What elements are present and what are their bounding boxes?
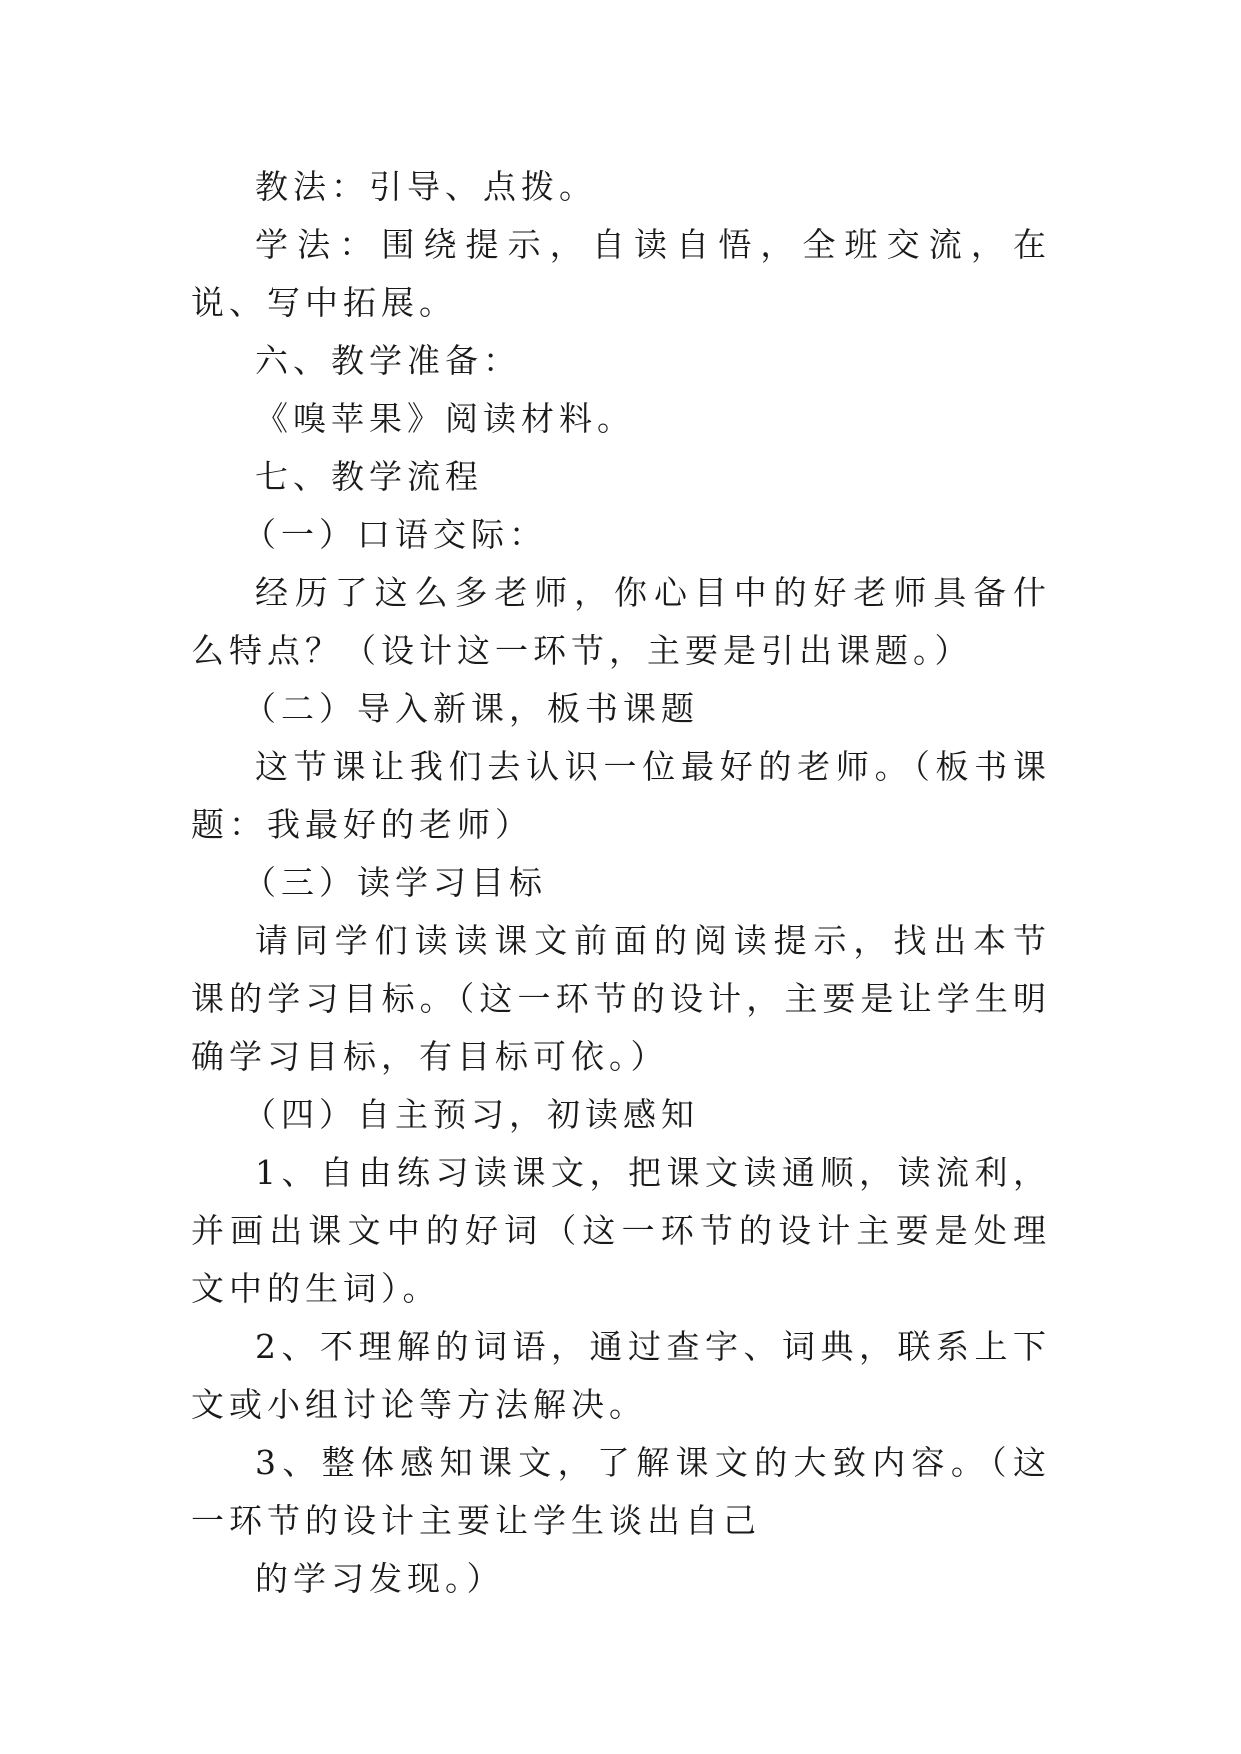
paragraph-teaching-method: 教法：引导、点拨。 xyxy=(255,167,597,206)
heading-oral-communication: （一）口语交际： xyxy=(243,515,547,554)
paragraph-read-objectives: 请同学们读读课文前面的阅读提示，找出本节课的学习目标。（这一环节的设计，主要是让学生明确学习目标，有目标可依。） xyxy=(191,921,1051,1076)
heading-teaching-process: 七、教学流程 xyxy=(255,457,483,496)
heading-read-objectives: （三）读学习目标 xyxy=(243,863,547,902)
paragraph-continuation: 的学习发现。） xyxy=(255,1559,505,1598)
list-item-2: 2、不理解的词语，通过查字、词典，联系上下文或小组讨论等方法解决。 xyxy=(191,1327,1051,1424)
list-item-1: 1、自由练习读课文，把课文读通顺，读流利，并画出课文中的好词（这一环节的设计主要是处理文中的生词）。 xyxy=(191,1153,1051,1308)
paragraph-reading-material: 《嗅苹果》阅读材料。 xyxy=(255,399,635,438)
heading-introduce-lesson: （二）导入新课，板书课题 xyxy=(243,689,699,728)
heading-self-preview: （四）自主预习，初读感知 xyxy=(243,1095,699,1134)
paragraph-good-teacher-question: 经历了这么多老师，你心目中的好老师具备什么特点？（设计这一环节，主要是引出课题。） xyxy=(191,573,1051,670)
heading-teaching-preparation: 六、教学准备： xyxy=(255,341,521,380)
paragraph-learning-method: 学法：围绕提示，自读自悟，全班交流，在说、写中拓展。 xyxy=(191,225,1051,322)
document-body xyxy=(191,158,1051,1608)
paragraph-introduce-lesson: 这节课让我们去认识一位最好的老师。（板书课题：我最好的老师） xyxy=(191,747,1051,844)
list-item-3: 3、整体感知课文，了解课文的大致内容。（这一环节的设计主要让学生谈出自己 xyxy=(191,1443,1051,1540)
